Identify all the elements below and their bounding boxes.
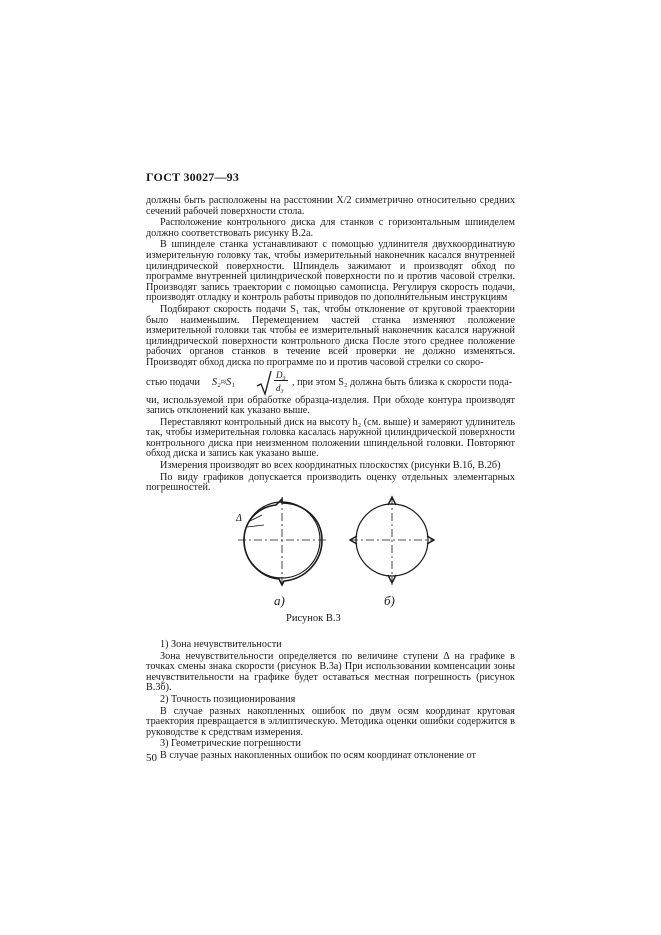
paragraph: чи, используемой при обработке образца-изделия. При обходе контура производят запись отклонений как указано выше. <box>146 394 515 417</box>
paragraph: В случае разных накопленных ошибок по двум осям координат круговая траектория превращается в эллиптическую. Методика оценки ошибки содержится в руководстве к средствам измерения. <box>146 705 515 738</box>
figure-b3 <box>232 495 442 615</box>
text-block-top <box>146 196 515 495</box>
document-header: ГОСТ 30027—93 <box>146 170 240 184</box>
formula-denominator: d₃ <box>276 382 284 393</box>
formula-suffix: , при этом S₂ должна быть близка к скорости пода- <box>292 376 513 388</box>
delta-label: Δ <box>236 513 242 524</box>
paragraph: Измерения производят во всех координатных плоскостях (рисунки В.1б, В.2б) <box>160 460 501 472</box>
list-heading: 3) Геометрические погрешности <box>160 738 301 750</box>
diagram-a <box>235 497 328 608</box>
diagram-b <box>350 497 434 608</box>
paragraph: Зона нечувствительности определяется по величине ступени Δ на графике в точках смены знака скорости (рисунок В.3а) При использовании компенсации зоны нечувствительности на графике будет оставаться местная погрешность (рисунок В.3б). <box>146 650 515 694</box>
label-b: б) <box>384 593 395 608</box>
text-block-bottom <box>146 640 515 763</box>
paragraph: должны быть расположены на расстоянии X/2 симметрично относительно средних сечений рабочей поверхности стола. <box>146 195 515 217</box>
formula-line <box>146 370 515 396</box>
paragraph: В шпинделе станка устанавливают с помощью удлинителя двухкоординатную измерительную головку так, чтобы измерительный наконечник касался внутренней цилиндрической поверхности. Шпиндель зажимают и производят обход по программе внутренней цилиндрической поверхности по и против часовой стрелки. Производят запись траектории с помощью самописца. Регулируя скорость подачи, производят отладку и контроль работы приводов по дополнительным инструкциям <box>146 239 515 304</box>
list-heading: 1) Зона нечувствительности <box>160 639 282 650</box>
sqrt-sign <box>256 370 272 396</box>
list-heading: 2) Точность позиционирования <box>160 693 296 705</box>
formula-prefix: стью подачи <box>146 376 200 388</box>
formula-expr: S₂≈S₁ <box>212 376 235 388</box>
paragraph: Расположение контрольного диска для станков с горизонтальным шпинделем должно соответствовать рисунку В.2а. <box>146 217 515 239</box>
paragraph: По виду графиков допускается производить оценку отдельных элементарных погрешностей. <box>146 471 515 494</box>
paragraph: В случае разных накопленных ошибок по осям координат отклонение от <box>160 749 476 761</box>
page-number: 50 <box>146 752 157 764</box>
paragraph: Переставляют контрольный диск на высоту h₂ (см. выше) и замеряют удлинитель так, чтобы измерительная головка касалась наружной цилиндрической поверхности контрольного диска при неизменном положении шпиндельной головки. Повторяют обход диска и запись как указано выше. <box>146 416 515 460</box>
formula-numerator: D₃ <box>276 369 286 380</box>
label-a: а) <box>274 593 285 608</box>
paragraph: Подбирают скорость подачи S₁ так, чтобы отклонение от круговой траектории было наименьшим. Перемещением частей станка изменяют положение измерительной головки так чтобы ее измерительный наконечник касался наружной цилиндрической поверхности контрольного диска После этого среднее положение рабочих органов станков в течение всей проверки не должно изменяться. Производят обход диска по программе по и против часовой стрелки со скоро- <box>146 303 515 368</box>
figure-caption: Рисунок В.3 <box>286 613 341 624</box>
